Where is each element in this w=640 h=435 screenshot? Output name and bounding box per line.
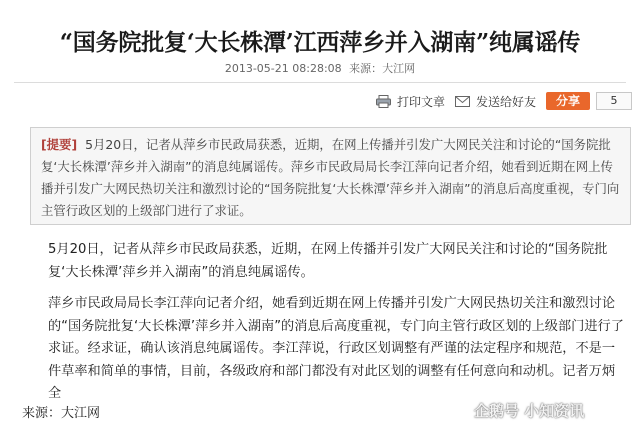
print-icon	[376, 95, 391, 108]
summary-tag: [提要]	[41, 137, 78, 152]
send-to-friend-button[interactable]	[455, 93, 536, 110]
print-button[interactable]	[376, 93, 445, 110]
article-toolbar	[376, 92, 632, 110]
summary-text: 5月20日，记者从萍乡市民政局获悉，近期，在网上传播并引发广大网民关注和讨论的“国务院批复‘大长株潭’萍乡并入湖南”的消息纯属谣传。萍乡市民政局局长李江萍向记者介绍，她看到近期在网上传播并引发广大网民热切关注和激烈讨论的“国务院批复‘大长株潭’萍乡并入湖南”的消息后高度重视，专门向主管行政区划的上级部门进行了求证。	[41, 137, 620, 218]
article-meta	[0, 60, 640, 76]
watermark: 企鹅号 小知资讯	[474, 402, 585, 420]
paragraph-1: 5月20日，记者从萍乡市民政局获悉，近期，在网上传播并引发广大网民关注和讨论的“国务院批复‘大长株潭’萍乡并入湖南”的消息纯属谣传。	[48, 242, 608, 280]
share-count: 5	[596, 92, 632, 110]
mail-icon	[455, 95, 470, 108]
article-summary	[30, 127, 631, 225]
header-divider	[14, 82, 626, 83]
send-label: 发送给好友	[476, 94, 537, 109]
paragraph-2: 萍乡市民政局局长李江萍向记者介绍，她看到近期在网上传播并引发广大网民热切关注和激烈讨论的“国务院批复‘大长株潭’萍乡并入湖南”的消息后高度重视，专门向主管行政区划的上级部门进行了求证。经求证，确认该消息纯属谣传。李江萍说，行政区划调整有严谨的法定程序和规范，不是一件草率和简单的事情，目前，各级政府和部门都没有对此区划的调整有任何意向和动机。记者万炳全	[48, 296, 624, 401]
footer-source: 来源：大江网	[22, 406, 101, 421]
article-source: 来源：大江网	[349, 62, 416, 75]
article-title: “国务院批复‘大长株潭’江西萍乡并入湖南”纯属谣传	[59, 29, 581, 56]
publish-date: 2013-05-21 08:28:08	[224, 62, 342, 75]
print-label: 打印文章	[397, 94, 446, 109]
share-button[interactable]: 分享	[546, 92, 590, 110]
